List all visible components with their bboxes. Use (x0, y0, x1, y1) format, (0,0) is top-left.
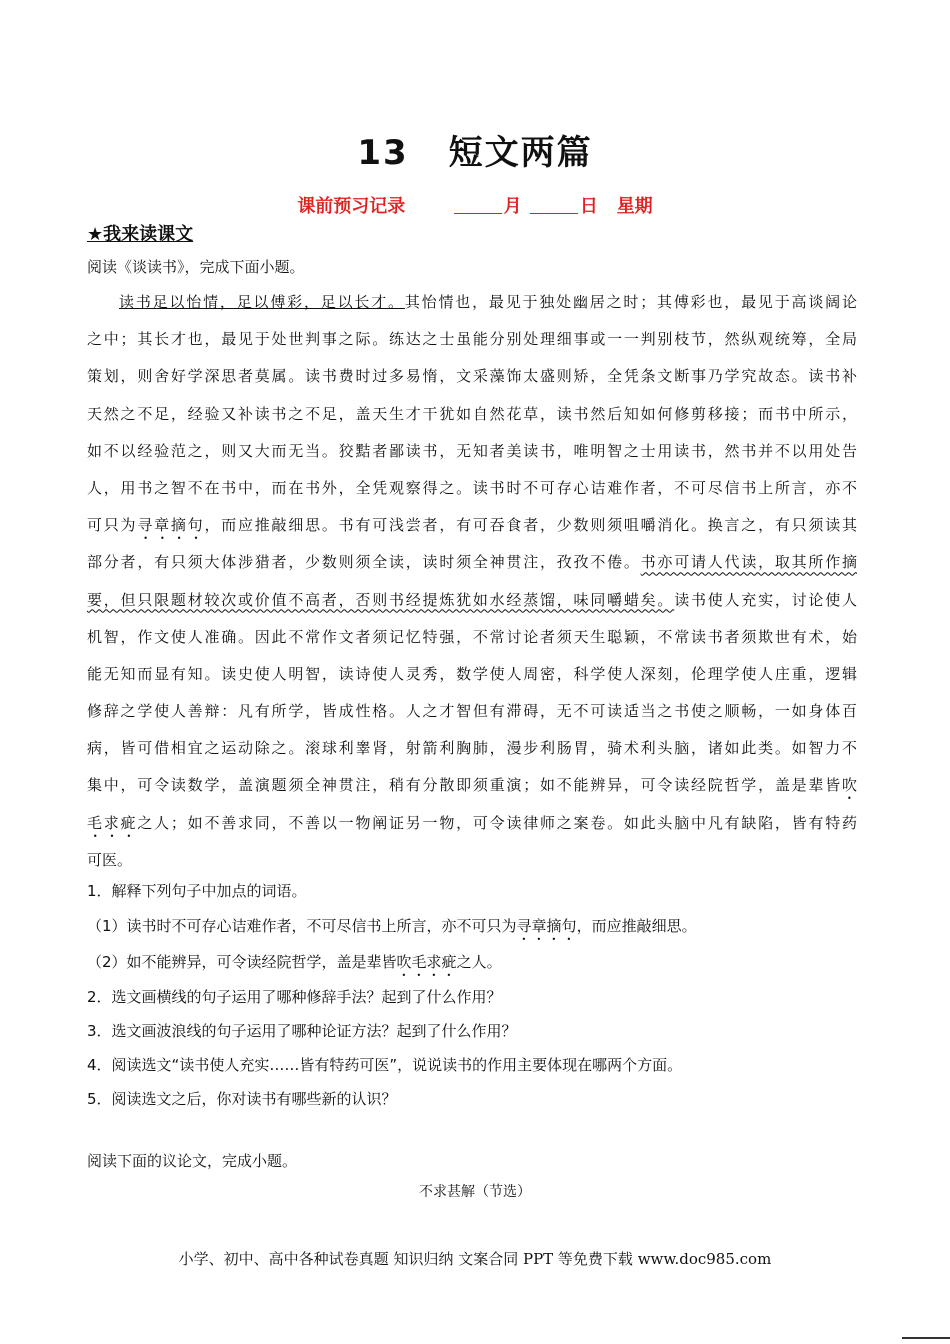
question-3: 3．选文画波浪线的句子运用了哪种论证方法？起到了什么作用？ (87, 1022, 517, 1040)
underlined-sentence: 读书足以怡情，足以傅彩，足以长才。 (119, 293, 405, 311)
passage-line: 之中；其长才也，最见于处世判事之际。练达之士虽能分别处理细事或一一判别枝节，然纵观统筹，全局 (87, 330, 857, 349)
passage-line: 策划，则舍好学深思者莫属。读书费时过多易惰，文采藻饰太盛则矫，全凭条文断事乃学究故态。读书补 (87, 367, 857, 386)
second-intro: 阅读下面的议论文，完成小题。 (87, 1152, 298, 1170)
wavy-sentence: 书亦可请人代读，取其所作摘 (640, 553, 857, 572)
month-label: 月 (503, 196, 522, 217)
passage-line: 集中，可令读数学，盖演题须全神贯注，稍有分散即须重演；如不能辨异，可令读经院哲学，盖是辈皆吹 (87, 776, 857, 795)
passage-line: 能无知而显有知。读史使人明智，读诗使人灵秀，数学使人周密，科学使人深刻，伦理学使人庄重，逻辑 (87, 664, 857, 683)
second-passage-title: 不求甚解（节选） (419, 1184, 531, 1200)
passage-line: 机智，作文使人准确。因此不常作文者须记忆特强，不常讨论者须天生聪颖，不常读书者须欺世有术，始 (87, 627, 857, 646)
lesson-title: 短文两篇 (448, 133, 593, 173)
dotted-word: 寻章摘句 (516, 917, 577, 935)
question-1: 1．解释下列句子中加点的词语。 (87, 882, 307, 900)
footer-text: 小学、初中、高中各种试卷真题 知识归纳 文案合同 PPT 等免费下载 www.doc985.com (178, 1250, 772, 1268)
passage-line: 可医。 (87, 850, 133, 869)
dotted-word: 吹 (841, 776, 857, 795)
passage-line: 天然之不足，经验又补读书之不足，盖天生才干犹如自然花草，读书然后知如何修剪移接；而书中所示， (87, 404, 857, 423)
day-label: 日 (579, 196, 598, 217)
month-blank[interactable] (454, 199, 502, 214)
dotted-word: 毛求疵 (87, 813, 138, 832)
dotted-word: 吹毛求疵 (396, 953, 457, 971)
question-1-1: （1）读书时不可存心诘难作者，不可尽信书上所言，亦不可只为寻章摘句，而应推敲细思。 (87, 917, 697, 935)
corner-mark (902, 1337, 950, 1339)
reading-intro: 阅读《谈读书》，完成下面小题。 (87, 258, 305, 276)
passage-line: 读书足以怡情，足以傅彩，足以长才。其怡情也，最见于独处幽居之时；其傅彩也，最见于高谈阔论 (119, 293, 857, 311)
passage-line: 人，用书之智不在书中，而在书外，全凭观察得之。读书时不可存心诘难作者，不可尽信书上所言，亦不 (87, 478, 857, 497)
passage-line: 如不以经验范之，则又大而无当。狡黠者鄙读书，无知者美读书，唯明智之士用读书，然书并不以用处告 (87, 441, 857, 460)
question-4: 4．阅读选文“读书使人充实……皆有特药可医”，说说读书的作用主要体现在哪两个方面。 (87, 1056, 683, 1074)
preview-label: 课前预习记录 (297, 196, 406, 217)
passage-line: 修辞之学使人善辩：凡有所学，皆成性格。人之才智但有滞碍，无不可读适当之书使之顺畅，一如身体百 (87, 702, 857, 721)
passage-line: 要，但只限题材较次或价值不高者，否则书经提炼犹如水经蒸馏，味同嚼蜡矣。读书使人充实，讨论使人 (87, 590, 857, 609)
lesson-number: 13 (357, 133, 409, 173)
passage (87, 284, 857, 879)
day-blank[interactable] (530, 199, 578, 214)
wavy-sentence: 要，但只限题材较次或价值不高者，否则书经提炼犹如水经蒸馏，味同嚼蜡矣。 (87, 590, 675, 609)
passage-line: 毛求疵之人；如不善求同，不善以一物阐证另一物，可令读律师之案卷。如此头脑中凡有缺陷，皆有特药 (87, 813, 857, 832)
passage-line: 部分者，有只须大体涉猎者，少数则须全读，读时须全神贯注，孜孜不倦。书亦可请人代读，取其所作摘 (87, 553, 857, 572)
passage-line: 可只为寻章摘句，而应推敲细思。书有可浅尝者，有可吞食者，少数则须咀嚼消化。换言之，有只须读其 (87, 516, 857, 535)
preview-record (0, 192, 950, 218)
week-label: 星期 (616, 196, 653, 217)
passage-line: 病，皆可借相宜之运动除之。滚球利睾肾，射箭利胸肺，漫步利肠胃，骑术利头脑，诸如此类。如智力不 (87, 739, 857, 758)
page-title (0, 125, 950, 174)
section-heading: ★我来读课文 (87, 224, 194, 245)
dotted-word: 寻章摘句 (137, 516, 205, 535)
question-1-2: （2）如不能辨异，可令读经院哲学，盖是辈皆吹毛求疵之人。 (87, 953, 502, 971)
question-2: 2．选文画横线的句子运用了哪种修辞手法？起到了什么作用？ (87, 988, 502, 1006)
question-5: 5．阅读选文之后，你对读书有哪些新的认识？ (87, 1090, 397, 1108)
